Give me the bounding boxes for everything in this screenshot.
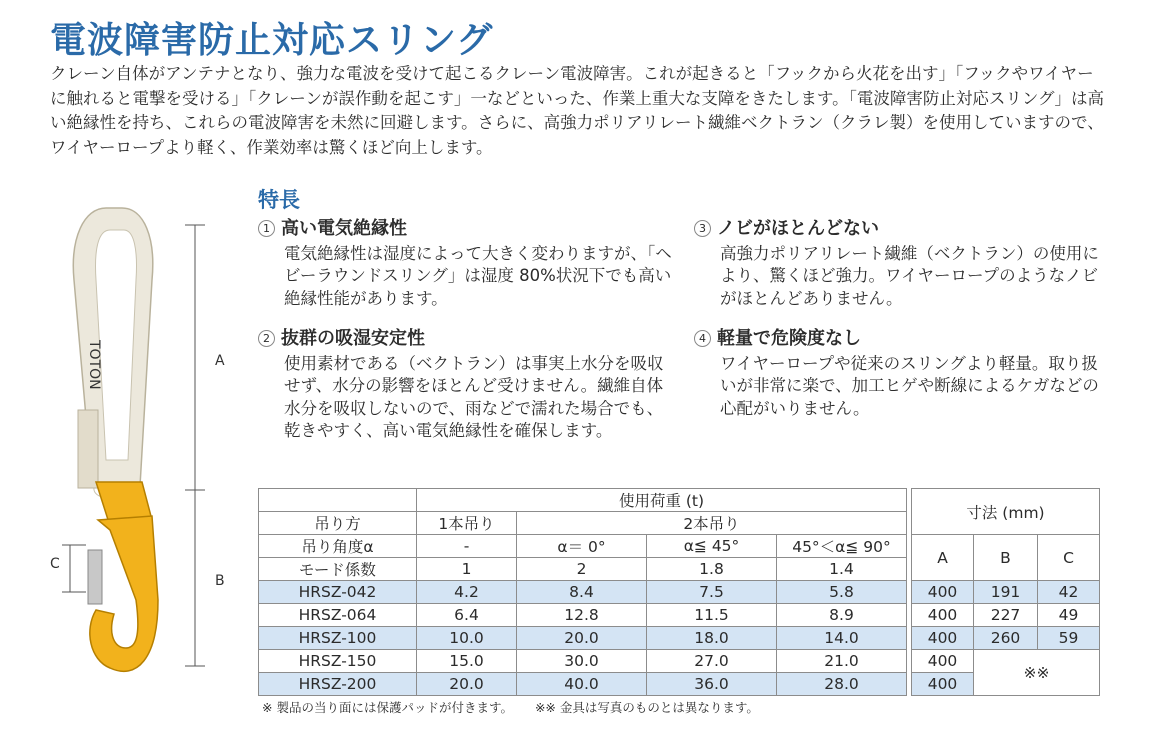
dim-a-cell: 400 [912, 627, 974, 650]
load-cell: 10.0 [417, 627, 517, 650]
feature-item-1 [258, 218, 678, 310]
dim-a-cell: 400 [912, 673, 974, 696]
load-cell: 28.0 [777, 673, 907, 696]
dim-c-label: C [50, 556, 60, 572]
dim-col-b: B [974, 535, 1038, 581]
load-cell: 21.0 [777, 650, 907, 673]
dim-c-cell: 49 [1038, 604, 1100, 627]
feature-number: 4 [694, 330, 711, 347]
load-header: 使用荷重 (t) [417, 489, 907, 512]
model-cell: HRSZ-200 [259, 673, 417, 696]
single-hang-header: 1本吊り [417, 512, 517, 535]
feature-number: 2 [258, 330, 275, 347]
dim-col-a: A [912, 535, 974, 581]
table-row [259, 650, 1100, 673]
dim-header: 寸法 (mm) [912, 489, 1100, 535]
dim-a-cell: 400 [912, 581, 974, 604]
dim-c-cell: 42 [1038, 581, 1100, 604]
table-row [259, 581, 1100, 604]
dim-c-cell: 59 [1038, 627, 1100, 650]
row-label-angle: 吊り角度α [259, 535, 417, 558]
load-cell: 20.0 [517, 627, 647, 650]
feature-body: ワイヤーロープや従来のスリングより軽量。取り扱いが非常に楽で、加工ヒゲや断線によるケガなどの心配がいりません。 [720, 353, 1099, 418]
feature-title: 軽量で危険度なし [717, 328, 861, 349]
dim-b-label: B [215, 573, 225, 589]
model-cell: HRSZ-064 [259, 604, 417, 627]
load-cell: 7.5 [647, 581, 777, 604]
angle-cell: 45°＜α≦ 90° [777, 535, 907, 558]
row-label-method: 吊り方 [259, 512, 417, 535]
double-hang-header: 2本吊り [517, 512, 907, 535]
load-cell: 6.4 [417, 604, 517, 627]
footnotes [262, 698, 777, 716]
dim-a-label: A [215, 353, 225, 369]
angle-cell: α＝ 0° [517, 535, 647, 558]
model-cell: HRSZ-150 [259, 650, 417, 673]
load-cell: 8.4 [517, 581, 647, 604]
feature-number: 1 [258, 220, 275, 237]
feature-title: ノビがほとんどない [717, 218, 879, 239]
row-label-mode: モード係数 [259, 558, 417, 581]
load-cell: 36.0 [647, 673, 777, 696]
mode-cell: 1.8 [647, 558, 777, 581]
mode-cell: 2 [517, 558, 647, 581]
feature-title: 高い電気絶縁性 [281, 218, 407, 239]
load-cell: 11.5 [647, 604, 777, 627]
load-cell: 8.9 [777, 604, 907, 627]
feature-number: 3 [694, 220, 711, 237]
load-cell: 40.0 [517, 673, 647, 696]
load-cell: 20.0 [417, 673, 517, 696]
angle-cell: α≦ 45° [647, 535, 777, 558]
footnote: ※※ 金具は写真のものとは異なります。 [534, 700, 759, 715]
spec-table [258, 488, 1100, 696]
table-row [259, 673, 1100, 696]
features-heading: 特長 [258, 188, 300, 212]
table-row [259, 604, 1100, 627]
table-row [259, 627, 1100, 650]
dim-a-cell: 400 [912, 650, 974, 673]
table-row [259, 489, 1100, 512]
feature-body: 使用素材である（ベクトラン）は事実上水分を吸収せず、水分の影響をほとんど受けません。繊維自体水分を吸収しないので、雨などで濡れた場合でも、乾きやすく、高い電気絶縁性を確保します。 [284, 353, 664, 440]
feature-item-2 [258, 328, 678, 443]
load-cell: 18.0 [647, 627, 777, 650]
model-cell: HRSZ-100 [259, 627, 417, 650]
load-cell: 27.0 [647, 650, 777, 673]
sling-label-text: TOTON [86, 340, 102, 390]
dim-b-cell: 260 [974, 627, 1038, 650]
feature-body: 高強力ポリアリレート繊維（ベクトラン）の使用により、驚くほど強力。ワイヤーロープのようなノビがほとんどありません。 [720, 243, 1099, 308]
load-cell: 30.0 [517, 650, 647, 673]
feature-item-3 [694, 218, 1114, 310]
load-cell: 5.8 [777, 581, 907, 604]
model-cell: HRSZ-042 [259, 581, 417, 604]
mode-cell: 1.4 [777, 558, 907, 581]
table-row [259, 535, 1100, 558]
feature-body: 電気絶縁性は湿度によって大きく変わりますが、「ヘビーラウンドスリング」は湿度 80%状況下でも高い絶縁性能があります。 [284, 243, 672, 308]
sling-hook-photo [40, 190, 240, 700]
page-title: 電波障害防止対応スリング [50, 20, 494, 61]
feature-title: 抜群の吸湿安定性 [281, 328, 425, 349]
intro-paragraph: クレーン自体がアンテナとなり、強力な電波を受けて起こるクレーン電波障害。これが起きると「フックから火花を出す」「フックやワイヤーに触れると電撃を受ける」「クレーンが誤作動を起こす」一などといった、作業上重大な支障をきたします。「電波障害防止対応スリング」は高い絶縁性を持ち、これらの電波障害を未然に回避します。さらに、高強力ポリアリレート繊維ベクトラン（クラレ製）を使用していますので、ワイヤーロープより軽く、作業効率は驚くほど向上します。 [50, 64, 1105, 157]
dim-col-c: C [1038, 535, 1100, 581]
dim-b-cell: 191 [974, 581, 1038, 604]
angle-cell: - [417, 535, 517, 558]
load-cell: 12.8 [517, 604, 647, 627]
load-cell: 4.2 [417, 581, 517, 604]
dim-b-cell: 227 [974, 604, 1038, 627]
load-cell: 14.0 [777, 627, 907, 650]
feature-item-4 [694, 328, 1114, 420]
dim-a-cell: 400 [912, 604, 974, 627]
mode-cell: 1 [417, 558, 517, 581]
footnote: ※ 製品の当り面には保護パッドが付きます。 [262, 700, 513, 715]
load-cell: 15.0 [417, 650, 517, 673]
merged-note-cell: ※※ [974, 650, 1100, 696]
